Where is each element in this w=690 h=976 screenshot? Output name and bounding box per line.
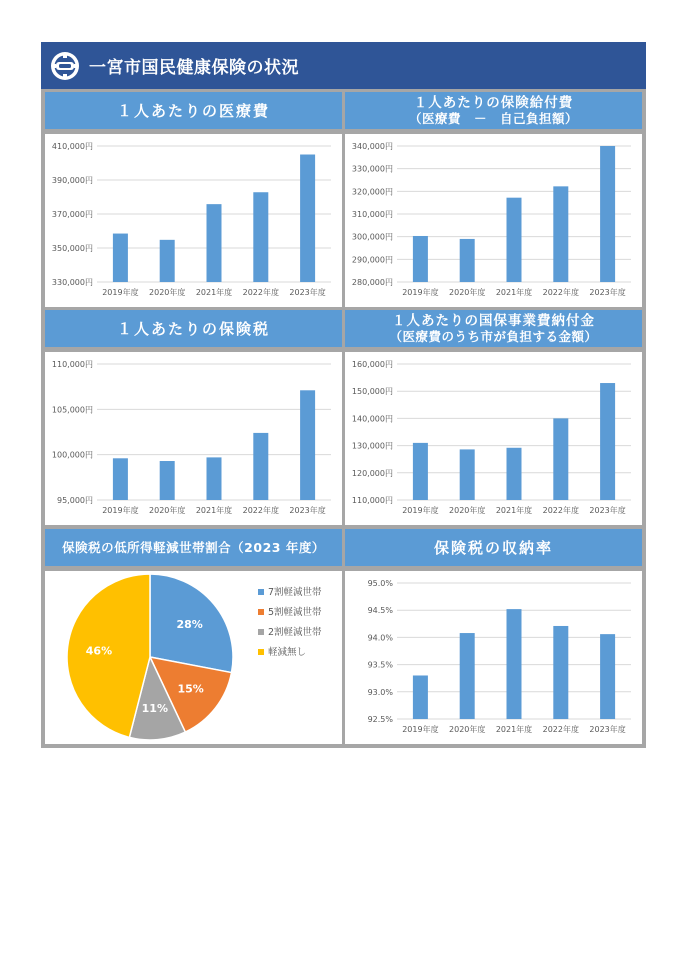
bar — [253, 433, 268, 500]
pie-chart-low-income-reduction — [45, 571, 342, 744]
bar — [253, 192, 268, 282]
y-tick-label: 330,000円 — [51, 278, 93, 287]
x-tick-label: 2019年度 — [102, 506, 139, 515]
y-tick-label: 110,000円 — [351, 496, 393, 505]
x-tick-label: 2019年度 — [402, 725, 439, 734]
y-tick-label: 120,000円 — [351, 468, 393, 478]
legend-swatch — [258, 589, 264, 595]
x-tick-label: 2022年度 — [542, 725, 579, 734]
bar-chart-medical-cost — [45, 134, 342, 307]
y-tick-label: 370,000円 — [51, 210, 93, 219]
chart-area — [45, 571, 342, 744]
y-tick-label: 350,000円 — [51, 244, 93, 253]
x-tick-label: 2022年度 — [242, 288, 279, 297]
bar — [413, 443, 428, 500]
report-header — [41, 42, 646, 89]
y-tick-label: 330,000円 — [351, 164, 393, 174]
chart-area — [345, 134, 642, 307]
y-tick-label: 94.5% — [367, 606, 393, 616]
report-frame — [41, 42, 646, 748]
bar — [553, 418, 568, 500]
y-tick-label: 95.0% — [367, 579, 393, 588]
legend-swatch — [258, 649, 264, 655]
x-tick-label: 2020年度 — [449, 288, 486, 297]
y-tick-label: 340,000円 — [351, 142, 393, 151]
city-emblem-icon — [50, 51, 80, 81]
bar — [507, 448, 522, 500]
x-tick-label: 2023年度 — [589, 725, 626, 734]
y-tick-label: 93.5% — [367, 660, 393, 670]
y-tick-label: 410,000円 — [51, 142, 93, 151]
x-tick-label: 2020年度 — [149, 506, 186, 515]
x-tick-label: 2019年度 — [402, 506, 439, 515]
bar — [300, 390, 315, 500]
chart-area — [345, 571, 642, 744]
pie-value-label: 28% — [176, 618, 203, 632]
panel-title-line: 保険税の低所得軽減世帯割合（2023 年度） — [62, 540, 325, 555]
bar — [507, 198, 522, 282]
x-tick-label: 2021年度 — [195, 288, 233, 297]
y-tick-label: 280,000円 — [351, 278, 393, 287]
panel-title-line: 保険税の収納率 — [433, 538, 553, 557]
y-tick-label: 100,000円 — [51, 450, 93, 460]
legend-swatch — [258, 629, 264, 635]
bar — [460, 449, 475, 500]
legend-swatch — [258, 609, 264, 615]
x-tick-label: 2020年度 — [449, 506, 486, 515]
y-tick-label: 95,000円 — [57, 496, 93, 505]
y-tick-label: 93.0% — [367, 687, 393, 697]
bar — [553, 186, 568, 282]
panel-title — [345, 310, 642, 347]
bar — [600, 146, 615, 282]
panel-title-line: １人あたりの医療費 — [116, 101, 270, 120]
y-tick-label: 110,000円 — [51, 360, 93, 369]
legend-label: 軽減無し — [268, 647, 307, 658]
panel-title-line: １人あたりの国保事業費納付金 — [392, 312, 595, 329]
x-tick-label: 2023年度 — [289, 506, 326, 515]
x-tick-label: 2019年度 — [102, 288, 139, 297]
legend-label: 5割軽減世帯 — [268, 607, 322, 618]
x-tick-label: 2022年度 — [542, 288, 579, 297]
bar — [460, 239, 475, 282]
y-tick-label: 290,000円 — [351, 255, 393, 265]
bar — [207, 204, 222, 282]
chart-area — [45, 134, 342, 307]
bar-chart-collection-rate — [345, 571, 642, 744]
x-tick-label: 2023年度 — [589, 288, 626, 297]
panel-title — [345, 92, 642, 129]
y-tick-label: 92.5% — [367, 715, 393, 724]
pie-value-label: 11% — [141, 702, 169, 716]
chart-area — [45, 352, 342, 525]
y-tick-label: 300,000円 — [351, 232, 393, 242]
bar — [460, 633, 475, 719]
panel-title — [45, 92, 342, 129]
pie-value-label: 46% — [85, 644, 113, 658]
legend-label: 7割軽減世帯 — [268, 587, 322, 598]
panel-title-subline: （医療費のうち市が負担する金額） — [389, 329, 598, 345]
y-tick-label: 140,000円 — [351, 414, 393, 424]
pie-value-label: 15% — [177, 682, 204, 696]
bar-chart-insurance-tax — [45, 352, 342, 525]
bar-chart-insurance-benefit — [345, 134, 642, 307]
x-tick-label: 2022年度 — [242, 506, 279, 515]
legend-label: 2割軽減世帯 — [268, 627, 322, 638]
x-tick-label: 2019年度 — [402, 288, 439, 297]
bar — [113, 234, 128, 282]
x-tick-label: 2021年度 — [495, 288, 533, 297]
x-tick-label: 2020年度 — [149, 288, 186, 297]
y-tick-label: 150,000円 — [351, 387, 393, 397]
y-tick-label: 320,000円 — [351, 187, 393, 197]
x-tick-label: 2020年度 — [449, 725, 486, 734]
panel-title — [345, 529, 642, 566]
x-tick-label: 2021年度 — [195, 506, 233, 515]
panel-title-line: １人あたりの保険税 — [116, 319, 270, 338]
page-title: 一宮市国民健康保険の状況 — [89, 58, 299, 78]
bar — [553, 626, 568, 719]
x-tick-label: 2022年度 — [542, 506, 579, 515]
bar-chart-project-payment — [345, 352, 642, 525]
panel-title — [45, 529, 342, 566]
y-tick-label: 94.0% — [367, 633, 393, 643]
y-tick-label: 160,000円 — [351, 360, 393, 369]
bar — [113, 458, 128, 500]
panel-title — [45, 310, 342, 347]
panel-title-subline: （医療費 － 自己負担額） — [408, 111, 578, 127]
bar — [413, 675, 428, 719]
bar — [160, 240, 175, 282]
x-tick-label: 2021年度 — [495, 725, 533, 734]
chart-area — [345, 352, 642, 525]
y-tick-label: 130,000円 — [351, 441, 393, 451]
bar — [600, 634, 615, 719]
bar — [300, 155, 315, 283]
x-tick-label: 2023年度 — [589, 506, 626, 515]
y-tick-label: 105,000円 — [51, 405, 93, 415]
panel-title-line: １人あたりの保険給付費 — [413, 94, 574, 111]
bar — [507, 609, 522, 719]
y-tick-label: 310,000円 — [351, 210, 393, 219]
bar — [207, 457, 222, 500]
bar — [600, 383, 615, 500]
y-tick-label: 390,000円 — [51, 176, 93, 185]
bar — [413, 236, 428, 282]
x-tick-label: 2021年度 — [495, 506, 533, 515]
bar — [160, 461, 175, 500]
x-tick-label: 2023年度 — [289, 288, 326, 297]
